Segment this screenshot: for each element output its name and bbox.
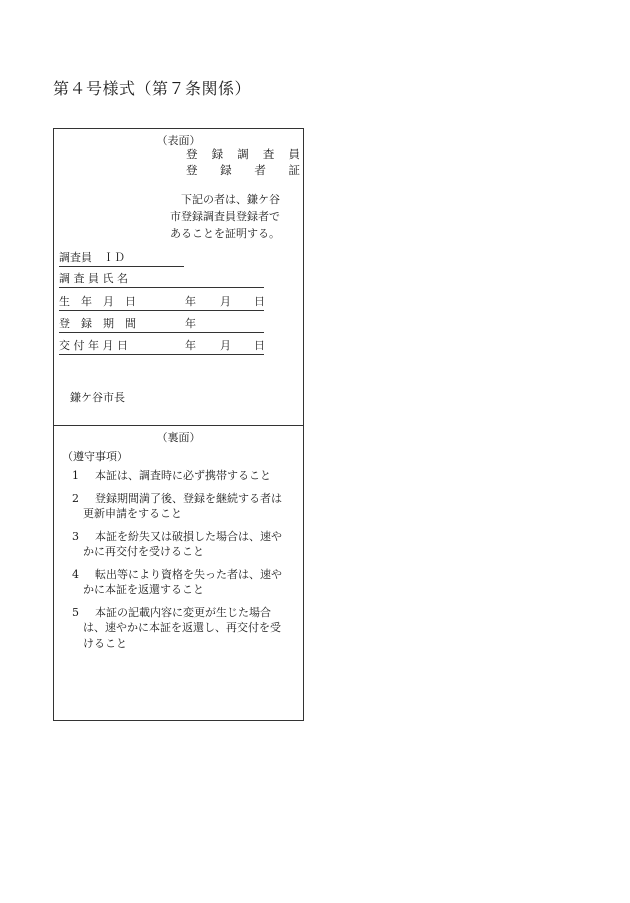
rule-item	[66, 529, 302, 560]
heading-char: 査	[262, 147, 275, 161]
rule-line: 本証を紛失又は破損した場合は、速や	[95, 529, 282, 543]
year-unit: 年	[185, 317, 196, 330]
rule-line: 本証は、調査時に必ず携帯すること	[95, 469, 271, 482]
back-side-label: （裏面）	[156, 431, 201, 444]
month-unit: 月	[220, 339, 231, 352]
field-issue-date	[59, 339, 264, 355]
rule-number: 5	[72, 605, 79, 619]
field-registration-period	[59, 317, 264, 333]
card-back	[53, 425, 304, 721]
rules-heading: （遵守事項）	[62, 450, 128, 463]
certify-line: 下記の者は、鎌ケ谷	[181, 193, 280, 206]
rule-line: けること	[83, 636, 127, 650]
rule-line: かに本証を返還すること	[83, 583, 204, 596]
certify-line: あることを証明する。	[170, 227, 280, 240]
rule-item	[66, 468, 302, 484]
field-investigator-name	[59, 272, 264, 288]
certification-statement	[170, 191, 302, 242]
rule-line: 更新申請をすること	[83, 507, 182, 520]
rule-line: 転出等により資格を失った者は、速や	[95, 567, 282, 581]
year-unit: 年	[185, 339, 196, 352]
rule-item	[66, 605, 302, 652]
rule-line: 本証の記載内容に変更が生じた場合	[95, 605, 271, 619]
card-front	[53, 128, 304, 426]
month-unit: 月	[220, 295, 231, 308]
rule-item	[66, 567, 302, 598]
rule-number: 1	[72, 469, 79, 482]
heading-char: 登	[186, 163, 198, 177]
field-label: 調査員 ＩＤ	[59, 251, 125, 264]
rule-line: かに再交付を受けること	[83, 545, 204, 558]
heading-char: 調	[237, 147, 249, 161]
heading-char: 登	[186, 147, 198, 161]
year-unit: 年	[185, 295, 196, 308]
rule-line: は、速やかに本証を返還し、再交付を受	[83, 621, 281, 634]
field-label: 交 付 年 月 日	[59, 339, 128, 352]
certificate-heading-line2	[186, 162, 300, 178]
field-label: 登 録 期 間	[59, 317, 136, 330]
field-investigator-id	[59, 251, 184, 267]
front-side-label: （表面）	[156, 134, 201, 147]
day-unit: 日	[254, 339, 265, 352]
field-label: 調 査 員 氏 名	[59, 272, 128, 285]
heading-char: 録	[211, 147, 224, 161]
heading-char: 証	[288, 163, 300, 177]
heading-char: 録	[220, 163, 232, 177]
field-label: 生 年 月 日	[59, 295, 136, 308]
rule-number: 3	[72, 529, 79, 543]
issuer-name: 鎌ケ谷市長	[70, 391, 125, 404]
form-title: 第４号様式（第７条関係）	[53, 79, 252, 98]
heading-char: 者	[254, 163, 266, 177]
rules-list	[66, 468, 302, 658]
field-birth-date	[59, 295, 264, 311]
rule-number: 2	[72, 491, 79, 505]
certify-line: 市登録調査員登録者で	[170, 210, 280, 223]
day-unit: 日	[254, 295, 265, 308]
rule-line: 登録期間満了後、登録を継続する者は	[95, 491, 282, 505]
rule-number: 4	[72, 567, 79, 581]
rule-item	[66, 491, 302, 522]
heading-char: 員	[288, 147, 300, 161]
certificate-heading-line1	[186, 146, 300, 162]
